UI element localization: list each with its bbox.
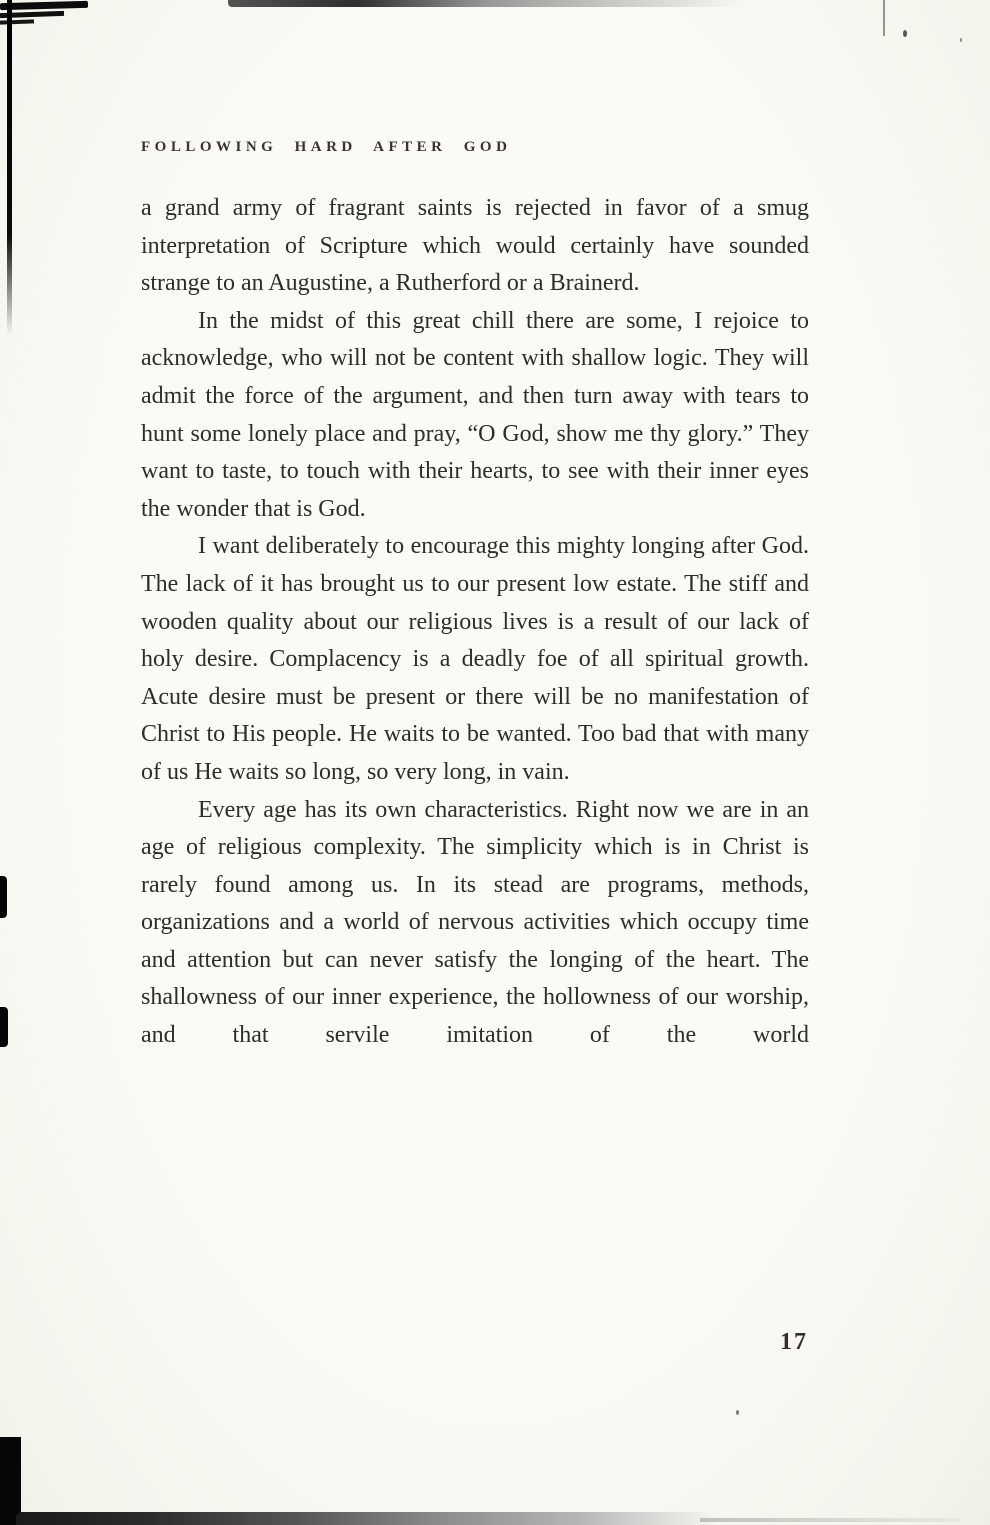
paragraph: I want deliberately to encourage this mighty longing after God. The lack of it has brought us to our present low estate. The stiff and wooden quality about our religious lives is a result of our lack of holy desire. Complacency is a deadly foe of all spiritual growth. Acute desire must be present or there will be no manifestation of Christ to His people. He waits to be wanted. Too bad that with many of us He waits so long, so very long, in vain. [141, 533, 809, 785]
paragraph-continuation: a grand army of fragrant saints is rejected in favor of a smug interpretation of Scripture which would certainly have sounded strange to an Augustine, a Rutherford or a Brainerd. [141, 195, 809, 297]
scan-mark-left-edge-nub-2 [0, 1007, 8, 1047]
scan-mark-bottom-edge-smudge [16, 1512, 716, 1525]
scan-mark-bottom-edge-faint-line [700, 1518, 960, 1522]
scan-mark-top-left-stripe-3 [0, 19, 34, 24]
scan-mark-left-edge-line [7, 0, 12, 335]
scan-mark-bottom-left-bar [0, 1437, 21, 1525]
running-head: FOLLOWING HARD AFTER GOD [141, 139, 512, 155]
scan-mark-left-edge-nub-1 [0, 876, 7, 918]
scan-mark-top-left-stripe-1 [0, 1, 88, 10]
body-text [141, 190, 809, 1055]
scan-mark-top-right-dot [903, 30, 907, 37]
paragraph: In the midst of this great chill there are some, I rejoice to acknowledge, who will not be content with shallow logic. They will admit the force of the argument, and then turn away with tears to hunt some lonely place and pray, “O God, show me thy glory.” They want to taste, to touch with their hearts, to see with their inner eyes the wonder that is God. [141, 307, 809, 522]
scan-speck-2 [960, 38, 962, 42]
scan-speck-1 [736, 1410, 739, 1415]
scan-mark-top-right-line [883, 0, 885, 36]
scan-mark-top-left-stripe-2 [0, 11, 64, 18]
paragraph-runs-to-next-page: Every age has its own characteristics. Right now we are in an age of religious complexity. The simplicity which is in Christ is rarely found among us. In its stead are programs, methods, organizations and a world of nervous activities which occupy time and attention but can never satisfy the longing of the heart. The shallowness of our inner experience, the hollowness of our worship, and that servile imitation of the world [141, 796, 809, 1049]
scan-mark-top-edge-smudge [228, 0, 743, 7]
page-number: 17 [780, 1329, 808, 1355]
